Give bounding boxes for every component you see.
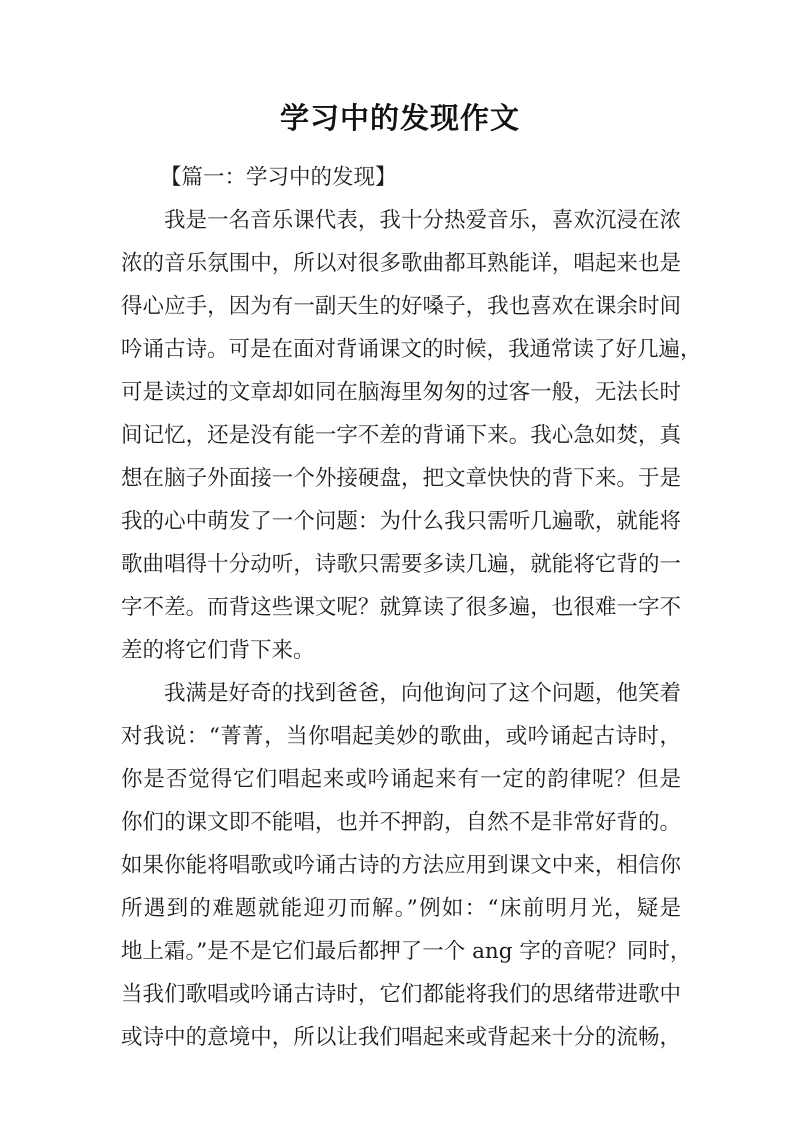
paragraph-line: 可是读过的文章却如同在脑海里匆匆的过客一般，无法长时 [121, 380, 681, 405]
paragraph-line: 我的心中萌发了一个问题：为什么我只需听几遍歌，就能将 [121, 509, 681, 534]
paragraph-line: 字不差。而背这些课文呢？就算读了很多遍，也很难一字不 [121, 595, 681, 620]
paragraph-line: 地上霜。”是不是它们最后都押了一个 ang 字的音呢？同时， [121, 939, 692, 964]
paragraph-line: 间记忆，还是没有能一字不差的背诵下来。我心急如焚，真 [121, 423, 681, 448]
paragraph-line: 你们的课文即不能唱，也并不押韵，自然不是非常好背的。 [121, 810, 681, 835]
paragraph-line: 我满是好奇的找到爸爸，向他询问了这个问题，他笑着 [164, 681, 681, 706]
paragraph-line: 想在脑子外面接一个外接硬盘，把文章快快的背下来。于是 [121, 466, 681, 491]
document-title: 学习中的发现作文 [279, 101, 520, 135]
paragraph-line: 如果你能将唱歌或吟诵古诗的方法应用到课文中来，相信你 [121, 853, 681, 878]
paragraph-line: 你是否觉得它们唱起来或吟诵起来有一定的韵律呢？但是 [121, 767, 681, 792]
paragraph-line: 或诗中的意境中，所以让我们唱起来或背起来十分的流畅， [121, 1025, 681, 1050]
paragraph-line: 歌曲唱得十分动听，诗歌只需要多读几遍，就能将它背的一 [121, 552, 681, 577]
paragraph-line: 当我们歌唱或吟诵古诗时，它们都能将我们的思绪带进歌中 [121, 982, 681, 1007]
paragraph-line: 差的将它们背下来。 [121, 638, 315, 663]
paragraph-line: 所遇到的难题就能迎刃而解。”例如：“床前明月光，疑是 [121, 896, 681, 921]
paragraph-line: 浓的音乐氛围中，所以对很多歌曲都耳熟能详，唱起来也是 [121, 251, 681, 276]
section-heading: 【篇一：学习中的发现】 [160, 165, 397, 190]
paragraph-line: 我是一名音乐课代表，我十分热爱音乐，喜欢沉浸在浓 [164, 208, 681, 233]
paragraph-line: 对我说：“菁菁，当你唱起美妙的歌曲，或吟诵起古诗时， [121, 724, 681, 749]
paragraph-line: 吟诵古诗。可是在面对背诵课文的时候，我通常读了好几遍， [121, 337, 702, 362]
paragraph-line: 得心应手，因为有一副天生的好嗓子，我也喜欢在课余时间 [121, 294, 681, 319]
